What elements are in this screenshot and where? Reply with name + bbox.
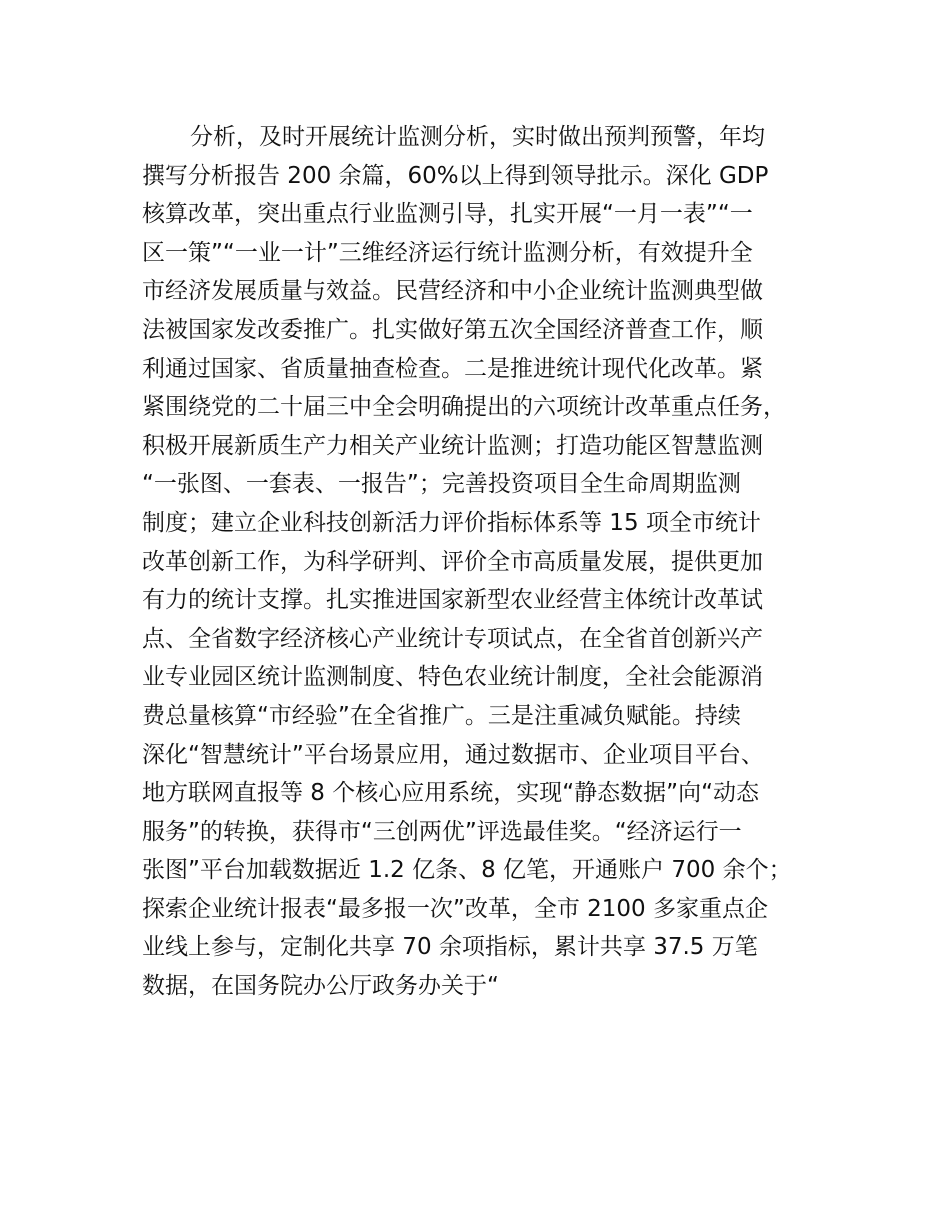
text-line-11: 制度；建立企业科技创新活力评价指标体系等 15 项全市统计 — [142, 509, 761, 536]
text-line-7: 利通过国家、省质量抽查检查。二是推进统计现代化改革。紧 — [142, 355, 763, 382]
text-line-4: 区一策”“一业一计”三维经济运行统计监测分析，有效提升全 — [142, 239, 753, 266]
text-line-23: 数据，在国务院办公厅政务办关于“ — [142, 973, 499, 1000]
text-line-12: 改革创新工作，为科学研判、评价全市高质量发展，提供更加 — [142, 548, 763, 575]
text-line-17: 深化“智慧统计”平台场景应用，通过数据市、企业项目平台、 — [142, 741, 764, 768]
body-paragraph — [142, 118, 842, 1006]
text-line-2: 撰写分析报告 200 余篇，60%以上得到领导批示。深化 GDP — [142, 162, 769, 189]
text-line-15: 业专业园区统计监测制度、特色农业统计制度，全社会能源消 — [142, 664, 763, 691]
text-line-16: 费总量核算“市经验”在全省推广。三是注重减负赋能。持续 — [142, 702, 741, 729]
text-line-19: 服务”的转换，获得市“三创两优”评选最佳奖。“经济运行一 — [142, 818, 742, 845]
text-line-20: 张图”平台加载数据近 1.2 亿条、8 亿笔，开通账户 700 余个； — [142, 857, 792, 884]
text-line-21: 探索企业统计报表“最多报一次”改革，全市 2100 多家重点企 — [142, 895, 768, 922]
text-line-13: 有力的统计支撑。扎实推进国家新型农业经营主体统计改革试 — [142, 587, 763, 614]
text-line-6: 法被国家发改委推广。扎实做好第五次全国经济普查工作，顺 — [142, 316, 763, 343]
text-line-9: 积极开展新质生产力相关产业统计监测；打造功能区智慧监测 — [142, 432, 763, 459]
text-line-18: 地方联网直报等 8 个核心应用系统，实现“静态数据”向“动态 — [142, 780, 760, 807]
text-line-8: 紧围绕党的二十届三中全会明确提出的六项统计改革重点任务， — [142, 394, 786, 421]
text-line-10: “一张图、一套表、一报告”；完善投资项目全生命周期监测 — [142, 471, 741, 498]
text-line-5: 市经济发展质量与效益。民营经济和中小企业统计监测典型做 — [142, 278, 763, 305]
text-line-1: 分析，及时开展统计监测分析，实时做出预判预警，年均 — [190, 124, 765, 150]
text-line-14: 点、全省数字经济核心产业统计专项试点，在全省首创新兴产 — [142, 625, 763, 652]
text-line-3: 核算改革，突出重点行业监测引导，扎实开展“一月一表”“一 — [142, 201, 753, 228]
text-line-22: 业线上参与，定制化共享 70 余项指标，累计共享 37.5 万笔 — [142, 934, 758, 961]
